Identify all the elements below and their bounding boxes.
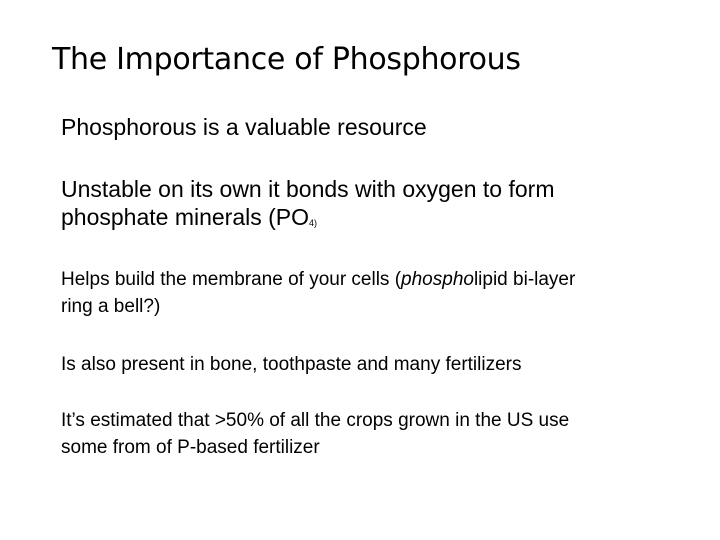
bullet-valuable-resource <box>61 113 701 141</box>
bullet-text: Phosphorous is a valuable resource <box>61 114 427 140</box>
bullet-text: Is also present in bone, toothpaste and many fertilizers <box>61 354 522 375</box>
slide-title: The Importance of Phosphorous <box>52 42 521 77</box>
bullet-text-pre: Helps build the membrane of your cells ( <box>61 269 402 290</box>
bullet-membrane-cells <box>61 266 701 320</box>
bullet-crops-fertilizer <box>61 407 701 461</box>
bullet-text-post: lipid bi-layer <box>473 269 576 290</box>
bullet-bone-toothpaste <box>61 351 701 378</box>
bullet-text-line1: It’s estimated that >50% of all the crops grown in the US use <box>61 410 570 431</box>
bullet-text-line2: ring a bell?) <box>61 296 161 317</box>
bullet-text-line2: phosphate minerals (PO <box>61 204 310 230</box>
bullet-unstable-oxygen <box>61 175 701 237</box>
bullet-text-italic: phospho <box>401 269 474 290</box>
bullet-text-line1: Unstable on its own it bonds with oxygen to form <box>61 176 555 202</box>
bullet-text-line2: some from of P-based fertilizer <box>61 437 320 458</box>
subscript-4: 4) <box>309 218 318 228</box>
